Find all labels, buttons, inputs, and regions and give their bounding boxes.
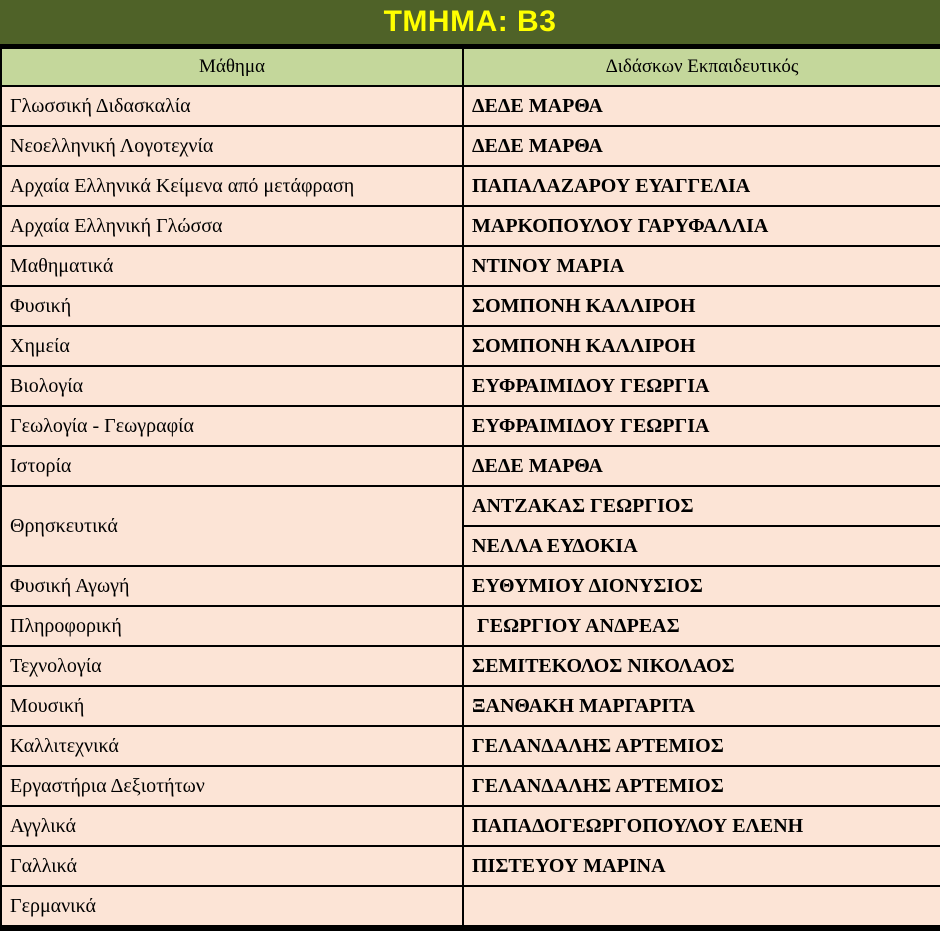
- table-row: [1, 406, 940, 446]
- teacher-cell: ΠΙΣΤΕΥΟΥ ΜΑΡΙΝΑ: [463, 846, 940, 886]
- teacher-cell: ΕΥΘΥΜΙΟΥ ΔΙΟΝΥΣΙΟΣ: [463, 566, 940, 606]
- schedule-table: [0, 47, 940, 931]
- teacher-cell: ΝΤΙΝΟΥ ΜΑΡΙΑ: [463, 246, 940, 286]
- table-row: [1, 446, 940, 486]
- subject-cell: Αγγλικά: [1, 806, 463, 846]
- table-row: [1, 686, 940, 726]
- table-row: [1, 606, 940, 646]
- subject-cell: Χημεία: [1, 326, 463, 366]
- teacher-cell: ΓΕΩΡΓΙΟΥ ΑΝΔΡΕΑΣ: [463, 606, 940, 646]
- table-row: [1, 766, 940, 806]
- teacher-cell: ΠΑΠΑΔΟΓΕΩΡΓΟΠΟΥΛΟΥ ΕΛΕΝΗ: [463, 806, 940, 846]
- column-header-subject: Μάθημα: [1, 48, 463, 86]
- subject-cell: Νεοελληνική Λογοτεχνία: [1, 126, 463, 166]
- teacher-cell: ΣΕΜΙΤΕΚΟΛΟΣ ΝΙΚΟΛΑΟΣ: [463, 646, 940, 686]
- subject-cell: Γλωσσική Διδασκαλία: [1, 86, 463, 126]
- header-row: [1, 48, 940, 86]
- teacher-cell: ΓΕΛΑΝΔΑΛΗΣ ΑΡΤΕΜΙΟΣ: [463, 766, 940, 806]
- table-row: [1, 486, 940, 526]
- table-row: [1, 246, 940, 286]
- class-title-bar: [0, 0, 940, 47]
- subject-cell: Γαλλικά: [1, 846, 463, 886]
- table-row: [1, 726, 940, 766]
- teacher-cell: ΔΕΔΕ ΜΑΡΘΑ: [463, 446, 940, 486]
- table-row: [1, 126, 940, 166]
- table-row: [1, 366, 940, 406]
- table-row: [1, 86, 940, 126]
- teacher-cell: [463, 886, 940, 928]
- class-title: ΤΜΗΜΑ: Β3: [383, 5, 557, 38]
- table-row: [1, 846, 940, 886]
- teacher-cell: ΞΑΝΘΑΚΗ ΜΑΡΓΑΡΙΤΑ: [463, 686, 940, 726]
- subject-cell: Εργαστήρια Δεξιοτήτων: [1, 766, 463, 806]
- teacher-cell: ΠΑΠΑΛΑΖΑΡΟΥ ΕΥΑΓΓΕΛΙΑ: [463, 166, 940, 206]
- teacher-cell: ΣΟΜΠΟΝΗ ΚΑΛΛΙΡΟΗ: [463, 326, 940, 366]
- subject-cell: Αρχαία Ελληνικά Κείμενα από μετάφραση: [1, 166, 463, 206]
- subject-cell: Πληροφορική: [1, 606, 463, 646]
- subject-cell: Μουσική: [1, 686, 463, 726]
- subject-cell: Αρχαία Ελληνική Γλώσσα: [1, 206, 463, 246]
- column-header-teacher: Διδάσκων Εκπαιδευτικός: [463, 48, 940, 86]
- subject-cell: Γερμανικά: [1, 886, 463, 928]
- subject-cell: Τεχνολογία: [1, 646, 463, 686]
- table-row: [1, 286, 940, 326]
- subject-cell: Καλλιτεχνικά: [1, 726, 463, 766]
- teacher-cell: ΑΝΤΖΑΚΑΣ ΓΕΩΡΓΙΟΣ: [463, 486, 940, 526]
- teacher-cell: ΝΕΛΛΑ ΕΥΔΟΚΙΑ: [463, 526, 940, 566]
- teacher-cell: ΔΕΔΕ ΜΑΡΘΑ: [463, 126, 940, 166]
- subject-cell: Μαθηματικά: [1, 246, 463, 286]
- table-row: [1, 646, 940, 686]
- schedule-table-body: [1, 86, 940, 928]
- teacher-cell: ΣΟΜΠΟΝΗ ΚΑΛΛΙΡΟΗ: [463, 286, 940, 326]
- subject-cell: Φυσική Αγωγή: [1, 566, 463, 606]
- table-row: [1, 326, 940, 366]
- table-row: [1, 886, 940, 928]
- teacher-cell: ΔΕΔΕ ΜΑΡΘΑ: [463, 86, 940, 126]
- subject-cell: Φυσική: [1, 286, 463, 326]
- subject-cell: Θρησκευτικά: [1, 486, 463, 566]
- teacher-cell: ΓΕΛΑΝΔΑΛΗΣ ΑΡΤΕΜΙΟΣ: [463, 726, 940, 766]
- subject-cell: Γεωλογία - Γεωγραφία: [1, 406, 463, 446]
- subject-cell: Ιστορία: [1, 446, 463, 486]
- teacher-cell: ΜΑΡΚΟΠΟΥΛΟΥ ΓΑΡΥΦΑΛΛΙΑ: [463, 206, 940, 246]
- table-row: [1, 206, 940, 246]
- subject-cell: Βιολογία: [1, 366, 463, 406]
- table-row: [1, 806, 940, 846]
- table-row: [1, 166, 940, 206]
- teacher-cell: ΕΥΦΡΑΙΜΙΔΟΥ ΓΕΩΡΓΙΑ: [463, 366, 940, 406]
- teacher-cell: ΕΥΦΡΑΙΜΙΔΟΥ ΓΕΩΡΓΙΑ: [463, 406, 940, 446]
- table-row: [1, 566, 940, 606]
